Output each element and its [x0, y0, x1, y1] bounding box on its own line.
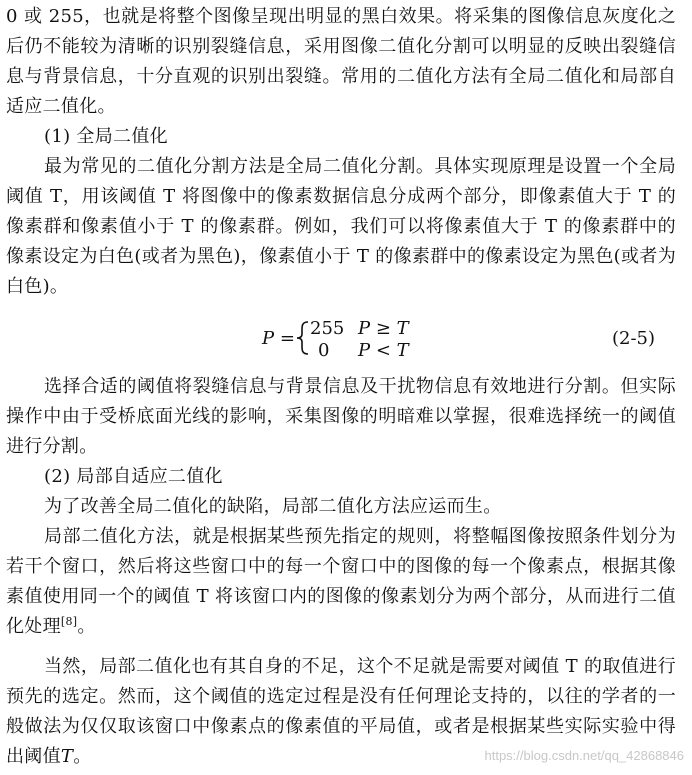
threshold-variable: T — [60, 746, 74, 767]
paragraph-local-method — [6, 522, 676, 642]
equation-number: (2-5) — [612, 328, 656, 349]
paragraph-local-method-end: 。 — [77, 616, 96, 637]
source-watermark: https://blog.csdn.net/qq_42868846 — [484, 748, 684, 763]
equation-graphic — [0, 316, 692, 360]
section-heading-local-adaptive-binarization: (2) 局部自适应二值化 — [44, 466, 223, 487]
equation-case1-condition: P ≥ T — [358, 318, 409, 339]
paragraph-intro: 0 或 255，也就是将整个图像呈现出明显的黑白效果。将采集的图像信息灰度化之后仍不能较为清晰的识别裂缝信息，采用图像二值化分割可以明显的反映出裂缝信息与背景信息，十分直观的识别出裂缝。常用的二值化方法有全局二值化和局部自适应二值化。 — [6, 6, 676, 117]
equation-case1-value: 255 — [310, 318, 345, 339]
paragraph-local-intro: 为了改善全局二值化的缺陷，局部二值化方法应运而生。 — [44, 496, 502, 517]
paragraph-threshold-selection: 选择合适的阈值将裂缝信息与背景信息及干扰物信息有效地进行分割。但实际操作中由于受桥底面光线的影响，采集图像的明暗难以掌握，很难选择统一的阈值进行分割。 — [6, 376, 676, 457]
section-heading-global-binarization: (1) 全局二值化 — [44, 126, 168, 147]
paragraph-local-method-text: 局部二值化方法，就是根据某些预先指定的规则，将整幅图像按照条件划分为若干个窗口，然后将这些窗口中的每一个窗口中的图像的每一个像素点，根据其像素值使用同一个的阈值 T 将该窗口内的图像的像素划分为两个部分，从而进行二值化处理 — [6, 526, 676, 637]
paragraph-global-binarization: 最为常见的二值化分割方法是全局二值化分割。具体实现原理是设置一个全局阈值 T，用该阈值 T 将图像中的像素数据信息分成两个部分，即像素值大于 T 的像素群和像素值小于 T 的像素群。例如，我们可以将像素值大于 T 的像素群中的像素设定为白色(或者为黑色)，像素值小于 T 的像素群中的像素设定为黑色(或者为白色)。 — [6, 156, 676, 297]
citation-reference: [8] — [60, 615, 78, 628]
paragraph-local-drawbacks-end: 。 — [73, 746, 92, 767]
equation-lhs: P = — [262, 328, 295, 349]
left-brace — [297, 322, 308, 354]
equation-2-5 — [0, 316, 692, 360]
equation-case2-value: 0 — [318, 340, 330, 360]
paragraph-local-drawbacks-text: 当然，局部二值化也有其自身的不足，这个不足就是需要对阈值 T 的取值进行预先的选定。然而，这个阈值的选定过程是没有任何理论支持的，以往的学者的一般做法为仅仅取该窗口中像素点的像素值的平局值，或者是根据某些实际实验中得出阈值 — [6, 656, 676, 767]
equation-case2-condition: P < T — [358, 340, 409, 360]
